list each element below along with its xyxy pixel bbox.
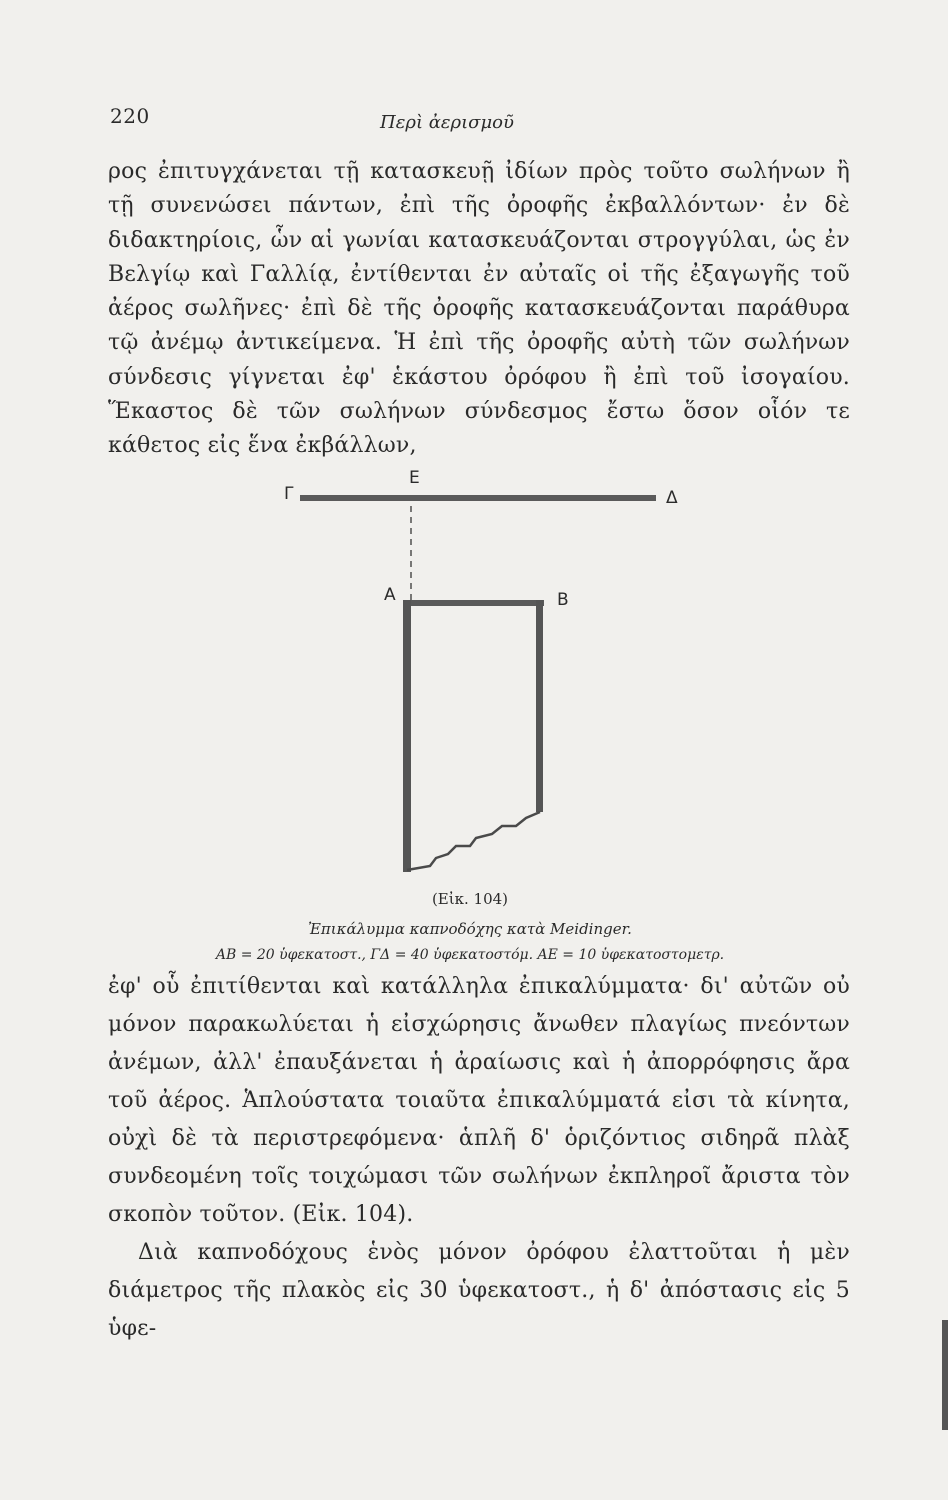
paragraph-2: ἐφ' οὗ ἐπιτίθενται καὶ κατάλληλα ἐπικαλύμματα· δι' αὐτῶν οὐ μόνον παρακωλύεται ἡ εἰσχώρησις ἄνωθεν πλαγίως πνεόντων ἀνέμων, ἀλλ' ἐπαυξάνεται ἡ ἀραίωσις καὶ ἡ ἀπορρόφησις ἄρα τοῦ ἀέρος. Ἁπλούστατα τοιαῦτα ἐπικαλύμματά εἰσι τὰ κίνητα, οὐχὶ δὲ τὰ περιστρεφόμενα· ἁπλῆ δ' ὁριζόντιος σιδηρᾶ πλὰξ συνδεομένη τοῖς τοιχώμασι τῶν σωλήνων ἐκπληροῖ ἄριστα τὸν σκοπὸν τοῦτον. (Εἰκ. 104).	[108, 974, 850, 1227]
pipe-right-wall	[536, 600, 543, 812]
label-beta: Β	[557, 590, 569, 610]
pipe-top-ab	[404, 600, 544, 606]
scan-edge-mark	[942, 1320, 948, 1430]
chimney-cap-figure	[270, 466, 700, 896]
label-alpha: Α	[384, 585, 396, 605]
figure-drawing	[270, 466, 700, 896]
figure-caption: Ἐπικάλυμμα καπνοδόχης κατὰ Meidinger.	[308, 920, 632, 938]
running-header: Περὶ ἀερισμοῦ	[380, 112, 514, 133]
figure-dimensions: ΑΒ = 20 ὑφεκατοστ., ΓΔ = 40 ὑφεκατοστόμ. ΑΕ = 10 ὑφεκατοστομετρ.	[215, 947, 725, 963]
label-gamma: Γ	[284, 484, 294, 504]
plate-gamma-delta	[300, 495, 656, 501]
paragraph-1: ρος ἐπιτυγχάνεται τῇ κατασκευῇ ἰδίων πρὸς τοῦτο σωλήνων ἢ τῇ συνενώσει πάντων, ἐπὶ τῆς ὀροφῆς ἐκβαλλόντων· ἐν δὲ διδακτηρίοις, ὧν αἱ γωνίαι κατασκευάζονται στρογγύλαι, ὡς ἐν Βελγίῳ καὶ Γαλλίᾳ, ἐντίθενται ἐν αὐταῖς οἱ τῆς ἐξαγωγῆς τοῦ ἀέρος σωλῆνες· ἐπὶ δὲ τῆς ὀροφῆς κατασκευάζονται παράθυρα τῷ ἀνέμῳ ἀντικείμενα. Ἡ ἐπὶ τῆς ὀροφῆς αὐτὴ τῶν σωλήνων σύνδεσις γίγνεται ἐφ' ἑκάστου ὀρόφου ἢ ἐπὶ τοῦ ἰσογαίου. Ἕκαστος δὲ τῶν σωλήνων σύνδεσμος ἔστω ὅσον οἷόν τε κάθετος εἰς ἕνα ἐκβάλλων,	[108, 159, 850, 459]
paragraph-3: Διὰ καπνοδόχους ἑνὸς μόνον ὀρόφου ἐλαττοῦται ἡ μὲν διάμετρος τῆς πλακὸς εἰς 30 ὑφεκατοστ., ἡ δ' ἀπόστασις εἰς 5 ὑφε-	[108, 1240, 850, 1341]
figure-number: (Εἰκ. 104)	[431, 890, 509, 908]
label-epsilon: Ε	[409, 468, 420, 488]
page-number: 220	[110, 104, 150, 128]
pipe-left-wall	[403, 600, 411, 872]
label-delta: Δ	[666, 488, 678, 508]
pipe-broken-edge	[407, 812, 540, 870]
